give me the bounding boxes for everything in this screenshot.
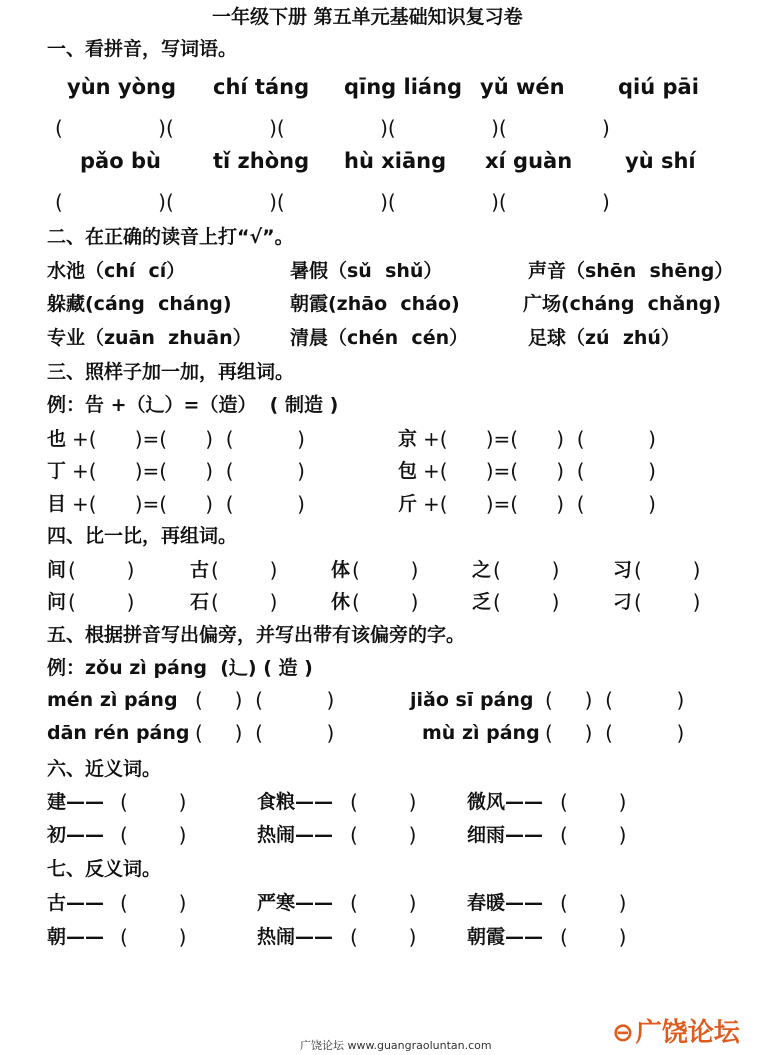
compare-char: 古 (190, 559, 210, 581)
compare-char: 石 (190, 591, 210, 613)
pinyin-item: yùn yòng (67, 75, 176, 99)
antonym-item: 朝霞—— (467, 926, 544, 948)
pinyin-item: hù xiāng (344, 149, 447, 173)
compare-blank[interactable]: ( ) (68, 590, 135, 614)
antonym-blank[interactable]: ( ) (350, 891, 417, 915)
section-6-heading: 六、近义词。 (47, 758, 162, 780)
compare-char: 乏 (472, 591, 492, 613)
synonym-blank[interactable]: ( ) (120, 823, 187, 847)
add-blanks[interactable]: +( )=( ) ( ) (423, 427, 656, 451)
reading-choice[interactable]: 暑假（sǔ shǔ） (290, 260, 443, 282)
add-char: 丁 (47, 460, 67, 482)
radical-pinyin: mù zì páng (422, 722, 540, 744)
compare-blank[interactable]: ( ) (68, 558, 135, 582)
reading-choice[interactable]: 专业（zuān zhuān） (47, 327, 252, 349)
reading-choice[interactable]: 朝霞(zhāo cháo) (290, 293, 460, 315)
section-3-heading: 三、照样子加一加，再组词。 (47, 361, 295, 383)
antonym-item: 春暖—— (467, 892, 544, 914)
answer-blanks-row[interactable]: ( )( )( )( )( ) (55, 190, 610, 214)
pinyin-item: chí táng (213, 75, 310, 99)
add-blanks[interactable]: +( )=( ) ( ) (423, 492, 656, 516)
reading-choice[interactable]: 广场(cháng chǎng) (523, 293, 722, 315)
antonym-blank[interactable]: ( ) (120, 925, 187, 949)
site-logo (612, 1012, 740, 1049)
section-2-heading: 二、在正确的读音上打“√”。 (47, 226, 294, 248)
add-blanks[interactable]: +( )=( ) ( ) (72, 492, 305, 516)
compare-char: 间 (47, 559, 67, 581)
reading-choice[interactable]: 清晨（chén cén） (290, 327, 469, 349)
add-blanks[interactable]: +( )=( ) ( ) (423, 459, 656, 483)
pinyin-item: tǐ zhòng (213, 149, 310, 173)
pinyin-item: qiú pāi (618, 75, 699, 99)
synonym-item: 热闹—— (257, 824, 334, 846)
synonym-item: 初—— (47, 824, 105, 846)
radical-blanks[interactable]: ( ) ( ) (195, 721, 335, 745)
compare-blank[interactable]: ( ) (634, 590, 701, 614)
antonym-blank[interactable]: ( ) (120, 891, 187, 915)
add-char: 也 (47, 428, 67, 450)
antonym-item: 古—— (47, 892, 105, 914)
section-3-example: 例：告 +（辶）=（造） ( 制造 ) (47, 394, 339, 416)
compare-char: 体 (331, 559, 351, 581)
compare-blank[interactable]: ( ) (493, 590, 560, 614)
radical-pinyin: dān rén páng (47, 722, 190, 744)
antonym-blank[interactable]: ( ) (560, 891, 627, 915)
antonym-item: 热闹—— (257, 926, 334, 948)
add-char: 目 (47, 493, 67, 515)
add-blanks[interactable]: +( )=( ) ( ) (72, 427, 305, 451)
antonym-item: 朝—— (47, 926, 105, 948)
pinyin-item: yǔ wén (480, 75, 565, 99)
compare-blank[interactable]: ( ) (211, 590, 278, 614)
pinyin-item: qīng liáng (344, 75, 463, 99)
radical-blanks[interactable]: ( ) ( ) (545, 688, 685, 712)
compare-blank[interactable]: ( ) (634, 558, 701, 582)
radical-pinyin: jiǎo sī páng (410, 689, 534, 711)
synonym-blank[interactable]: ( ) (560, 823, 627, 847)
synonym-blank[interactable]: ( ) (120, 790, 187, 814)
pinyin-item: yù shí (625, 149, 696, 173)
add-blanks[interactable]: +( )=( ) ( ) (72, 459, 305, 483)
add-char: 京 (398, 428, 418, 450)
reading-choice[interactable]: 水池（chí cí） (47, 260, 186, 282)
antonym-blank[interactable]: ( ) (560, 925, 627, 949)
synonym-blank[interactable]: ( ) (560, 790, 627, 814)
reading-choice[interactable]: 足球（zú zhú） (528, 327, 680, 349)
radical-pinyin: mén zì páng (47, 689, 178, 711)
footer-watermark: 广饶论坛 www.guangraoluntan.com (300, 1039, 492, 1052)
pinyin-item: pǎo bù (80, 149, 161, 173)
section-1-heading: 一、看拼音，写词语。 (47, 38, 238, 60)
logo-g-icon: ⊖ (612, 1018, 634, 1048)
section-7-heading: 七、反义词。 (47, 858, 162, 880)
compare-char: 休 (331, 591, 351, 613)
synonym-item: 食粮—— (257, 791, 334, 813)
compare-char: 之 (472, 559, 492, 581)
compare-blank[interactable]: ( ) (352, 590, 419, 614)
answer-blanks-row[interactable]: ( )( )( )( )( ) (55, 116, 610, 140)
reading-choice[interactable]: 声音（shēn shēng） (528, 260, 734, 282)
add-char: 包 (398, 460, 418, 482)
compare-char: 刁 (613, 591, 633, 613)
section-4-heading: 四、比一比，再组词。 (47, 525, 238, 547)
antonym-blank[interactable]: ( ) (350, 925, 417, 949)
synonym-item: 建—— (47, 791, 105, 813)
compare-blank[interactable]: ( ) (352, 558, 419, 582)
pinyin-item: xí guàn (485, 149, 573, 173)
compare-char: 问 (47, 591, 67, 613)
synonym-item: 微风—— (467, 791, 544, 813)
compare-char: 习 (613, 559, 633, 581)
reading-choice[interactable]: 躲藏(cáng cháng) (47, 293, 232, 315)
radical-blanks[interactable]: ( ) ( ) (545, 721, 685, 745)
synonym-blank[interactable]: ( ) (350, 823, 417, 847)
logo-text: 广饶论坛 (635, 1018, 740, 1048)
page-title: 一年级下册 第五单元基础知识复习卷 (212, 6, 523, 28)
add-char: 斤 (398, 493, 418, 515)
compare-blank[interactable]: ( ) (493, 558, 560, 582)
section-5-example: 例：zǒu zì páng (辶) ( 造 ) (47, 657, 313, 679)
antonym-item: 严寒—— (257, 892, 334, 914)
synonym-item: 细雨—— (467, 824, 544, 846)
section-5-heading: 五、根据拼音写出偏旁，并写出带有该偏旁的字。 (47, 624, 466, 646)
compare-blank[interactable]: ( ) (211, 558, 278, 582)
radical-blanks[interactable]: ( ) ( ) (195, 688, 335, 712)
synonym-blank[interactable]: ( ) (350, 790, 417, 814)
